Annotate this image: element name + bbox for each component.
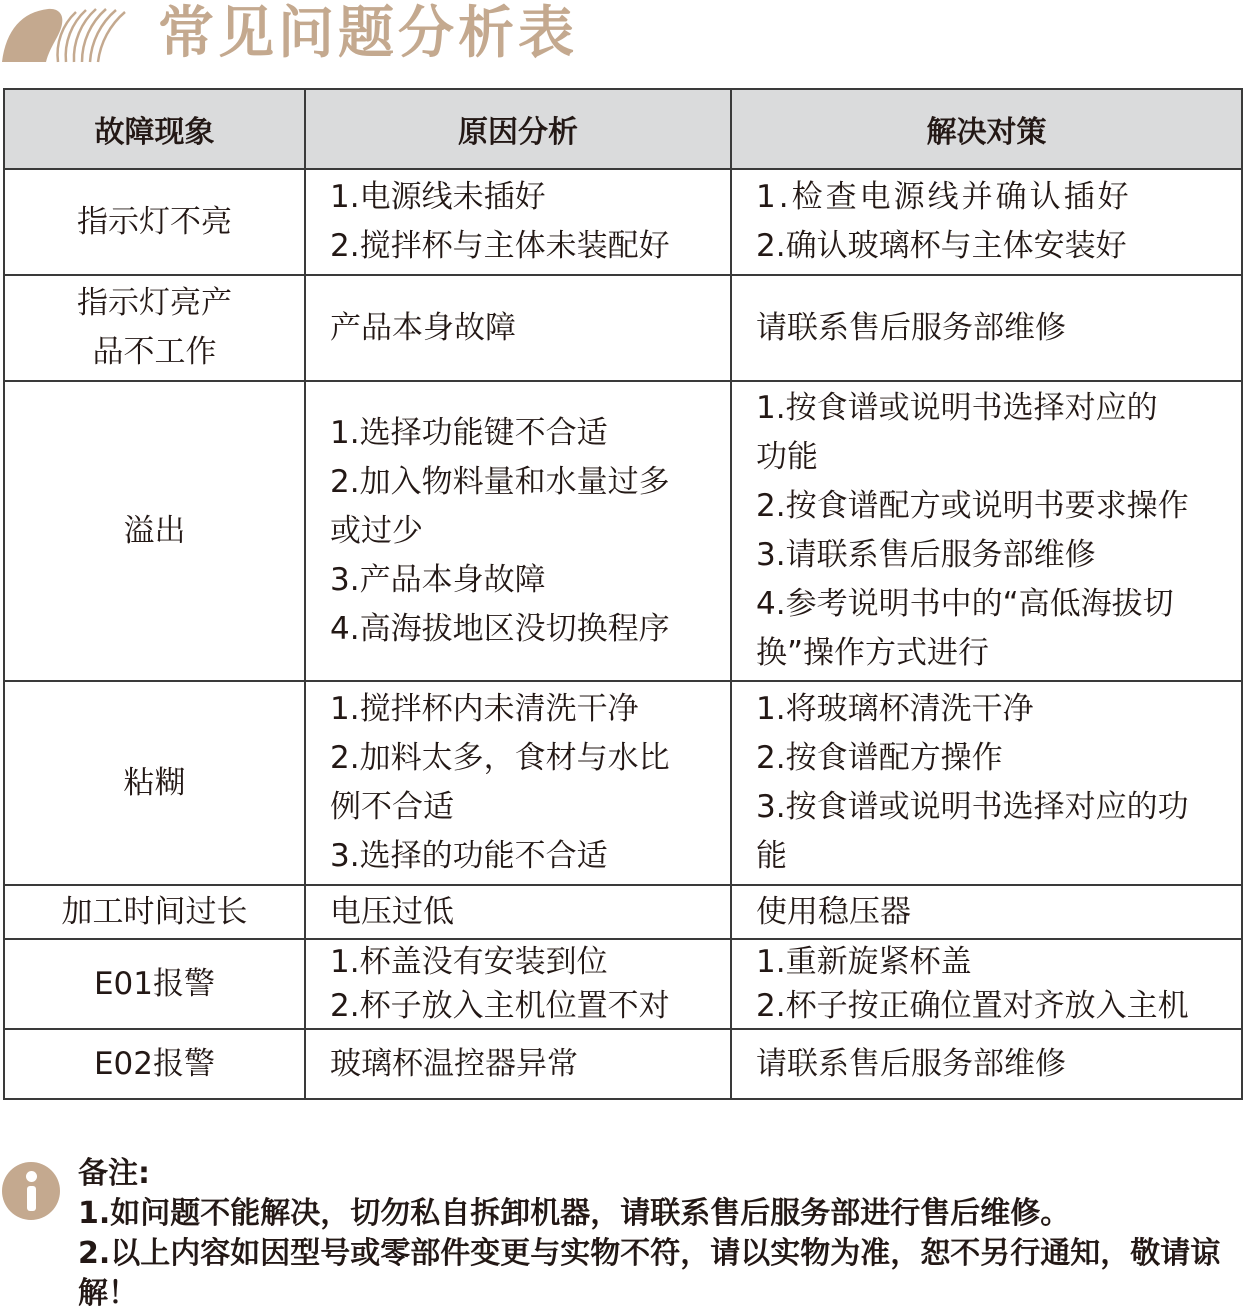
solution-cell <box>731 169 1242 275</box>
solution-cell <box>731 885 1242 939</box>
cause-cell <box>305 939 731 1029</box>
solution-cell <box>731 681 1242 885</box>
cause-text: 例不合适 <box>330 789 454 825</box>
info-icon-bar <box>27 1186 36 1211</box>
table-row <box>4 681 1242 885</box>
fault-text: E01报警 <box>93 965 216 1002</box>
cause-text: 3.选择的功能不合适 <box>330 838 608 874</box>
brand-logo-icon <box>0 0 130 70</box>
cause-text: 或过少 <box>330 512 423 549</box>
table-row <box>4 1029 1242 1099</box>
fault-cell <box>4 939 305 1029</box>
cause-text: 2.搅拌杯与主体未装配好 <box>330 228 670 264</box>
fault-cell <box>4 1029 305 1099</box>
note-title: 备注: <box>78 1156 150 1191</box>
fault-cell <box>4 169 305 275</box>
cause-cell <box>305 381 731 681</box>
solution-text: 3.按食谱或说明书选择对应的功 <box>756 789 1189 825</box>
solution-text: 请联系售后服务部维修 <box>756 1045 1066 1082</box>
column-header-solution: 解决对策 <box>731 89 1242 169</box>
solution-text: 使用稳压器 <box>756 893 911 930</box>
fault-text: 加工时间过长 <box>61 893 248 930</box>
info-icon <box>2 1162 60 1220</box>
fault-cell <box>4 381 305 681</box>
cause-text: 1.选择功能键不合适 <box>330 414 608 451</box>
fault-cell <box>4 885 305 939</box>
solution-text: 1.将玻璃杯清洗干净 <box>756 691 1034 727</box>
solution-text: 2.杯子按正确位置对齐放入主机 <box>756 988 1189 1024</box>
note-line: 1.如问题不能解决，切勿私自拆卸机器，请联系售后服务部进行售后维修。 <box>78 1196 1071 1231</box>
cause-text: 产品本身故障 <box>330 309 516 346</box>
cause-text: 1.搅拌杯内未清洗干净 <box>330 691 639 727</box>
solution-cell <box>731 381 1242 681</box>
cause-cell <box>305 885 731 939</box>
fault-text: 粘糊 <box>123 764 186 801</box>
cause-cell <box>305 1029 731 1099</box>
cause-cell <box>305 169 731 275</box>
solution-text: 1.按食谱或说明书选择对应的 <box>756 390 1158 426</box>
fault-text: 指示灯不亮 <box>77 203 232 240</box>
cause-text: 4.高海拔地区没切换程序 <box>330 610 670 647</box>
table-row <box>4 169 1242 275</box>
cause-text: 1.电源线未插好 <box>330 179 546 215</box>
fault-cell <box>4 681 305 885</box>
header <box>0 0 1243 80</box>
cause-cell <box>305 681 731 885</box>
cause-text: 电压过低 <box>330 893 454 930</box>
fault-cell <box>4 275 305 381</box>
faq-table <box>3 88 1243 1100</box>
fault-text: 溢出 <box>123 512 186 549</box>
table-header-row <box>4 89 1242 169</box>
solution-text: 请联系售后服务部维修 <box>756 309 1066 346</box>
note-text <box>78 1154 1238 1314</box>
solution-cell <box>731 275 1242 381</box>
solution-text: 能 <box>756 838 787 874</box>
solution-text: 3.请联系售后服务部维修 <box>756 537 1096 573</box>
table-row <box>4 885 1242 939</box>
cause-text: 2.加入物料量和水量过多 <box>330 463 670 500</box>
cause-cell <box>305 275 731 381</box>
solution-text: 换”操作方式进行 <box>756 635 990 671</box>
table-row <box>4 275 1242 381</box>
solution-cell <box>731 1029 1242 1099</box>
note-section <box>0 1150 1243 1311</box>
solution-text: 2.按食谱配方或说明书要求操作 <box>756 488 1189 524</box>
table-row <box>4 381 1242 681</box>
cause-text: 2.加料太多，食材与水比 <box>330 740 670 776</box>
fault-text: 品不工作 <box>92 334 217 370</box>
column-header-fault: 故障现象 <box>4 89 305 169</box>
fault-text: E02报警 <box>93 1045 216 1082</box>
solution-text: 1.检查电源线并确认插好 <box>756 179 1132 215</box>
table-row <box>4 939 1242 1029</box>
note-line: 2.以上内容如因型号或零部件变更与实物不符，请以实物为准，恕不另行通知，敬请谅解！ <box>78 1236 1221 1311</box>
solution-text: 2.按食谱配方操作 <box>756 740 1003 776</box>
solution-text: 功能 <box>756 439 818 475</box>
cause-text: 1.杯盖没有安装到位 <box>330 944 608 980</box>
solution-text: 1.重新旋紧杯盖 <box>756 944 972 980</box>
cause-text: 玻璃杯温控器异常 <box>330 1045 578 1082</box>
cause-text: 3.产品本身故障 <box>330 561 546 598</box>
info-icon-dot <box>26 1171 37 1182</box>
solution-text: 4.参考说明书中的“高低海拔切 <box>756 586 1174 622</box>
column-header-cause: 原因分析 <box>305 89 731 169</box>
solution-cell <box>731 939 1242 1029</box>
page-title: 常见问题分析表 <box>158 1 578 66</box>
solution-text: 2.确认玻璃杯与主体安装好 <box>756 228 1127 264</box>
fault-text: 指示灯亮产 <box>77 285 232 321</box>
cause-text: 2.杯子放入主机位置不对 <box>330 988 670 1024</box>
